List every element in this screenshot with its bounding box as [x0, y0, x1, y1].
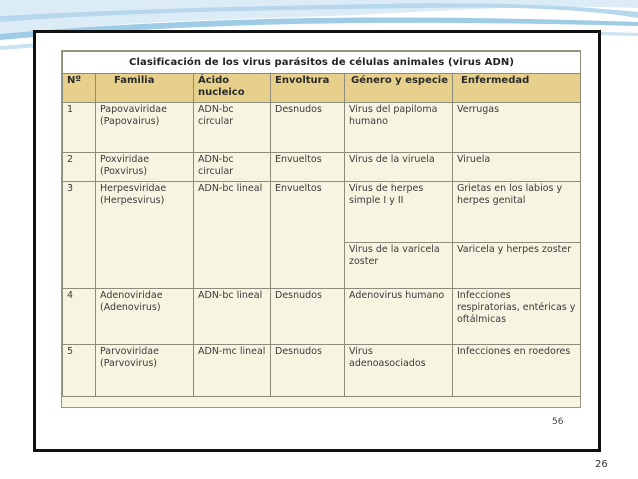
row-envoltura: Envueltos — [271, 153, 345, 182]
table-header-row — [63, 74, 581, 103]
row-enfermedad: Infecciones en roedores — [453, 345, 581, 397]
row-familia: Poxviridae (Poxvirus) — [96, 153, 194, 182]
row-num: 5 — [63, 345, 96, 397]
table-row — [63, 289, 581, 345]
row-genero: Virus de la viruela — [345, 153, 453, 182]
row-genero: Virus del papiloma humano — [345, 103, 453, 153]
row-envoltura: Envueltos — [271, 182, 345, 289]
row-familia: Parvoviridae (Parvovirus) — [96, 345, 194, 397]
row-envoltura: Desnudos — [271, 289, 345, 345]
row-genero: Virus adenoasociados — [345, 345, 453, 397]
header-enfermedad: Enfermedad — [453, 74, 581, 103]
row-familia: Adenoviridae (Adenovirus) — [96, 289, 194, 345]
row-num: 2 — [63, 153, 96, 182]
row-enfermedad: Grietas en los labios y herpes genital — [453, 182, 581, 243]
row-enfermedad: Varicela y herpes zoster — [453, 243, 581, 289]
header-familia: Familia — [96, 74, 194, 103]
slide-number: 26 — [595, 459, 608, 470]
row-num: 1 — [63, 103, 96, 153]
virus-classification-table — [62, 51, 581, 397]
row-acido: ADN-mc lineal — [194, 345, 271, 397]
row-acido: ADN-bc lineal — [194, 182, 271, 289]
row-num: 4 — [63, 289, 96, 345]
row-familia: Herpesviridae (Herpesvirus) — [96, 182, 194, 289]
table-row — [63, 345, 581, 397]
row-envoltura: Desnudos — [271, 345, 345, 397]
row-genero: Adenovirus humano — [345, 289, 453, 345]
row-acido: ADN-bc lineal — [194, 289, 271, 345]
virus-table-image — [61, 50, 581, 408]
row-enfermedad: Infecciones respiratorias, entéricas y oftálmicas — [453, 289, 581, 345]
inner-page-number: 56 — [552, 417, 564, 427]
row-genero: Virus de la varicela zoster — [345, 243, 453, 289]
row-num: 3 — [63, 182, 96, 289]
row-acido: ADN-bc circular — [194, 153, 271, 182]
table-row — [63, 182, 581, 243]
row-acido: ADN-bc circular — [194, 103, 271, 153]
row-familia: Papovaviridae (Papovairus) — [96, 103, 194, 153]
header-genero: Género y especie — [345, 74, 453, 103]
row-envoltura: Desnudos — [271, 103, 345, 153]
table-row — [63, 103, 581, 153]
slide-frame — [33, 30, 601, 452]
table-title: Clasificación de los virus parásitos de células animales (virus ADN) — [63, 52, 581, 74]
row-enfermedad: Viruela — [453, 153, 581, 182]
header-envoltura: Envoltura — [271, 74, 345, 103]
row-enfermedad: Verrugas — [453, 103, 581, 153]
header-acido: Ácido nucleico — [194, 74, 271, 103]
row-genero: Virus de herpes simple I y II — [345, 182, 453, 243]
table-row — [63, 153, 581, 182]
header-num: Nº — [63, 74, 96, 103]
